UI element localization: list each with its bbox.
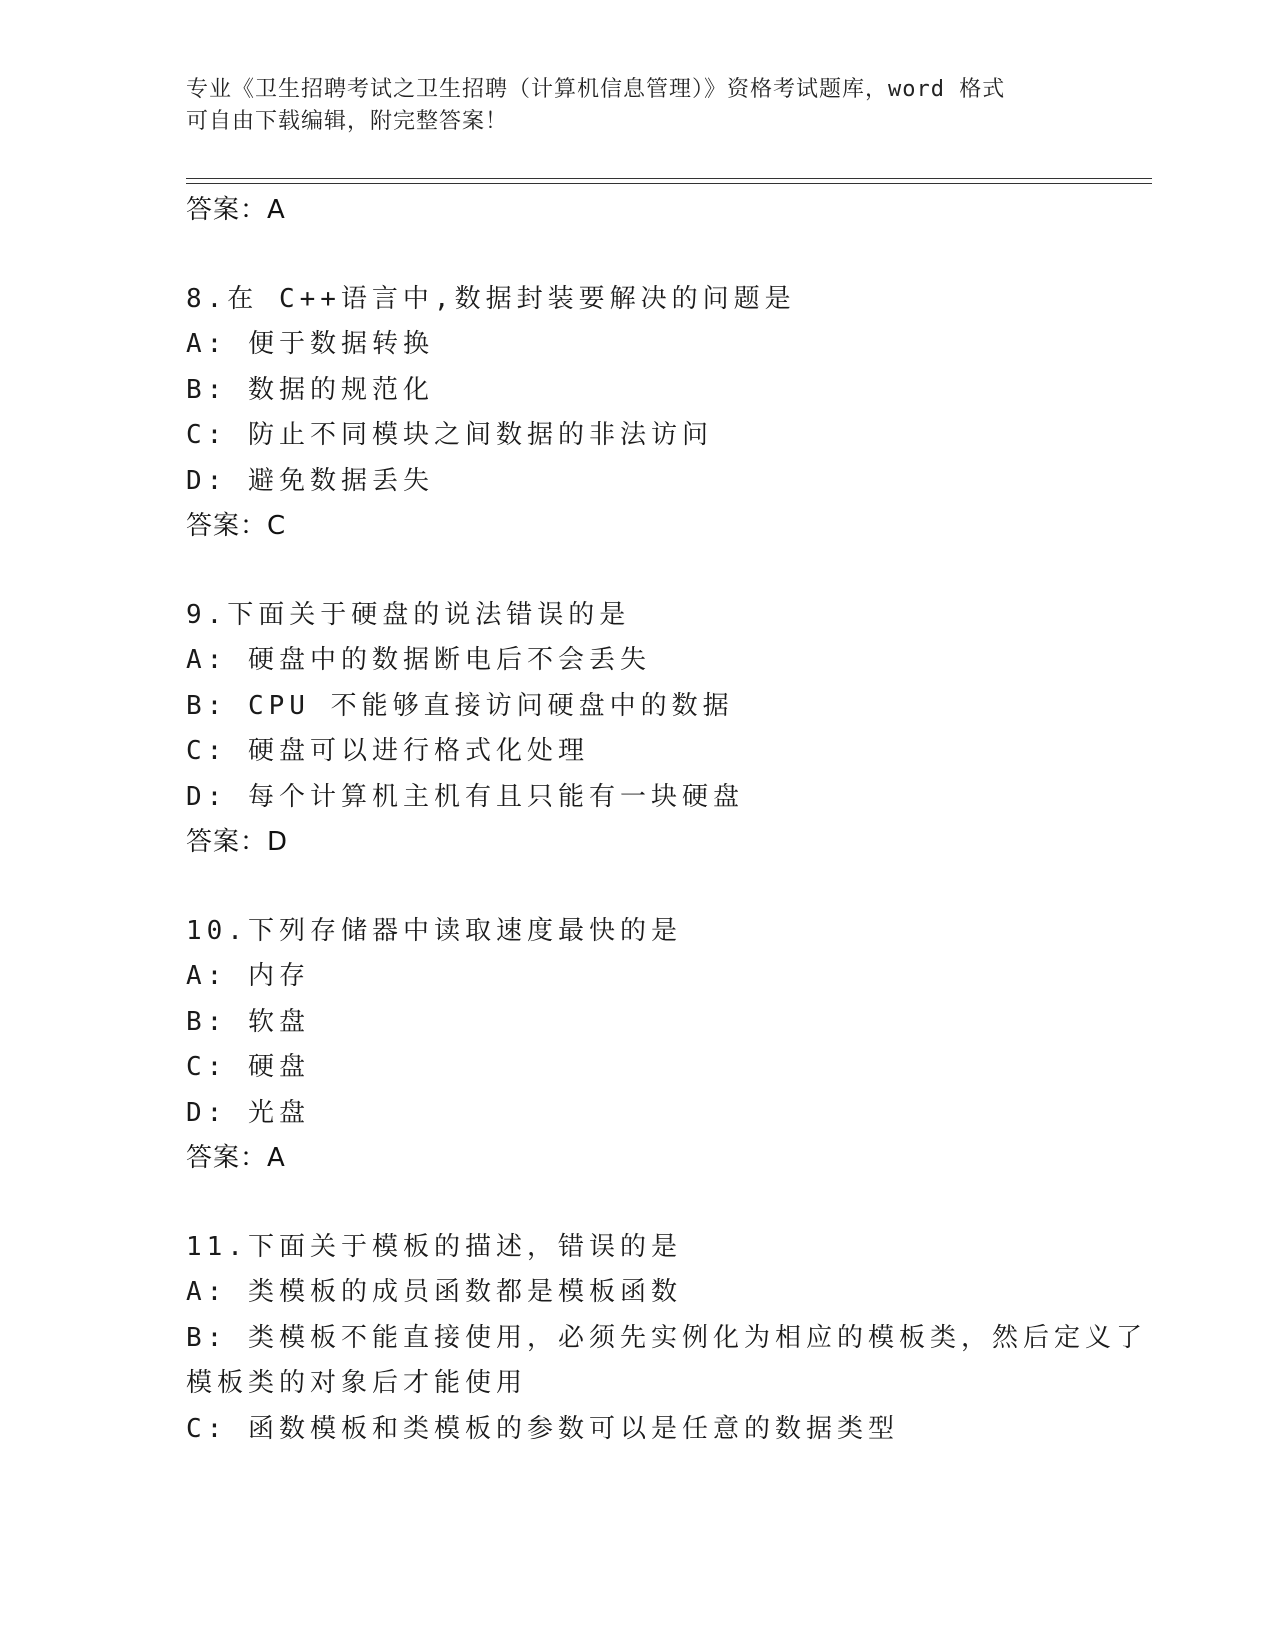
option-b-continued: 模板类的对象后才能使用 xyxy=(186,1368,528,1398)
option-b: B: 数据的规范化 xyxy=(186,374,434,405)
spacer xyxy=(186,234,1086,277)
question-block xyxy=(186,909,1086,1182)
answer-line: 答案：A xyxy=(186,1143,286,1173)
option-a: A: 内存 xyxy=(186,961,310,991)
option-c: C: 硬盘 xyxy=(186,1052,310,1082)
option-a: A: 便于数据转换 xyxy=(186,329,434,359)
question-stem: 10.下列存储器中读取速度最快的是 xyxy=(186,915,682,946)
question-block xyxy=(186,277,1086,550)
option-b: B: CPU 不能够直接访问硬盘中的数据 xyxy=(186,690,734,721)
option-d: D: 避免数据丢失 xyxy=(186,465,434,496)
answer-line: 答案：D xyxy=(186,827,289,857)
question-block xyxy=(186,1225,1147,1453)
option-c: C: 函数模板和类模板的参数可以是任意的数据类型 xyxy=(186,1413,899,1444)
header-rule-top xyxy=(186,178,1152,179)
question-block xyxy=(186,593,1086,866)
option-d: D: 光盘 xyxy=(186,1097,310,1128)
question-stem: 11.下面关于模板的描述，错误的是 xyxy=(186,1231,682,1262)
option-d: D: 每个计算机主机有且只能有一块硬盘 xyxy=(186,781,744,812)
option-b: B: 软盘 xyxy=(186,1006,310,1037)
option-c: C: 硬盘可以进行格式化处理 xyxy=(186,736,589,766)
header-rule-bottom xyxy=(186,183,1152,184)
answer-line: 答案：A xyxy=(186,195,286,225)
option-b: B: 类模板不能直接使用，必须先实例化为相应的模板类，然后定义了 xyxy=(186,1322,1147,1353)
question-stem: 9.下面关于硬盘的说法错误的是 xyxy=(186,599,631,630)
spacer xyxy=(186,1182,1086,1225)
option-c: C: 防止不同模块之间数据的非法访问 xyxy=(186,420,713,450)
option-a: A: 类模板的成员函数都是模板函数 xyxy=(186,1277,682,1307)
answer-line: 答案：C xyxy=(186,511,287,541)
question-stem: 8.在 C++语言中,数据封装要解决的问题是 xyxy=(186,283,796,314)
spacer xyxy=(186,550,1086,593)
question-list xyxy=(186,188,1147,1452)
option-a: A: 硬盘中的数据断电后不会丢失 xyxy=(186,645,651,675)
spacer xyxy=(186,866,1086,909)
document-header xyxy=(186,74,1066,138)
header-line-2: 可自由下载编辑，附完整答案！ xyxy=(186,109,509,134)
header-line-1: 专业《卫生招聘考试之卫生招聘（计算机信息管理）》资格考试题库，word 格式 xyxy=(186,77,1006,102)
